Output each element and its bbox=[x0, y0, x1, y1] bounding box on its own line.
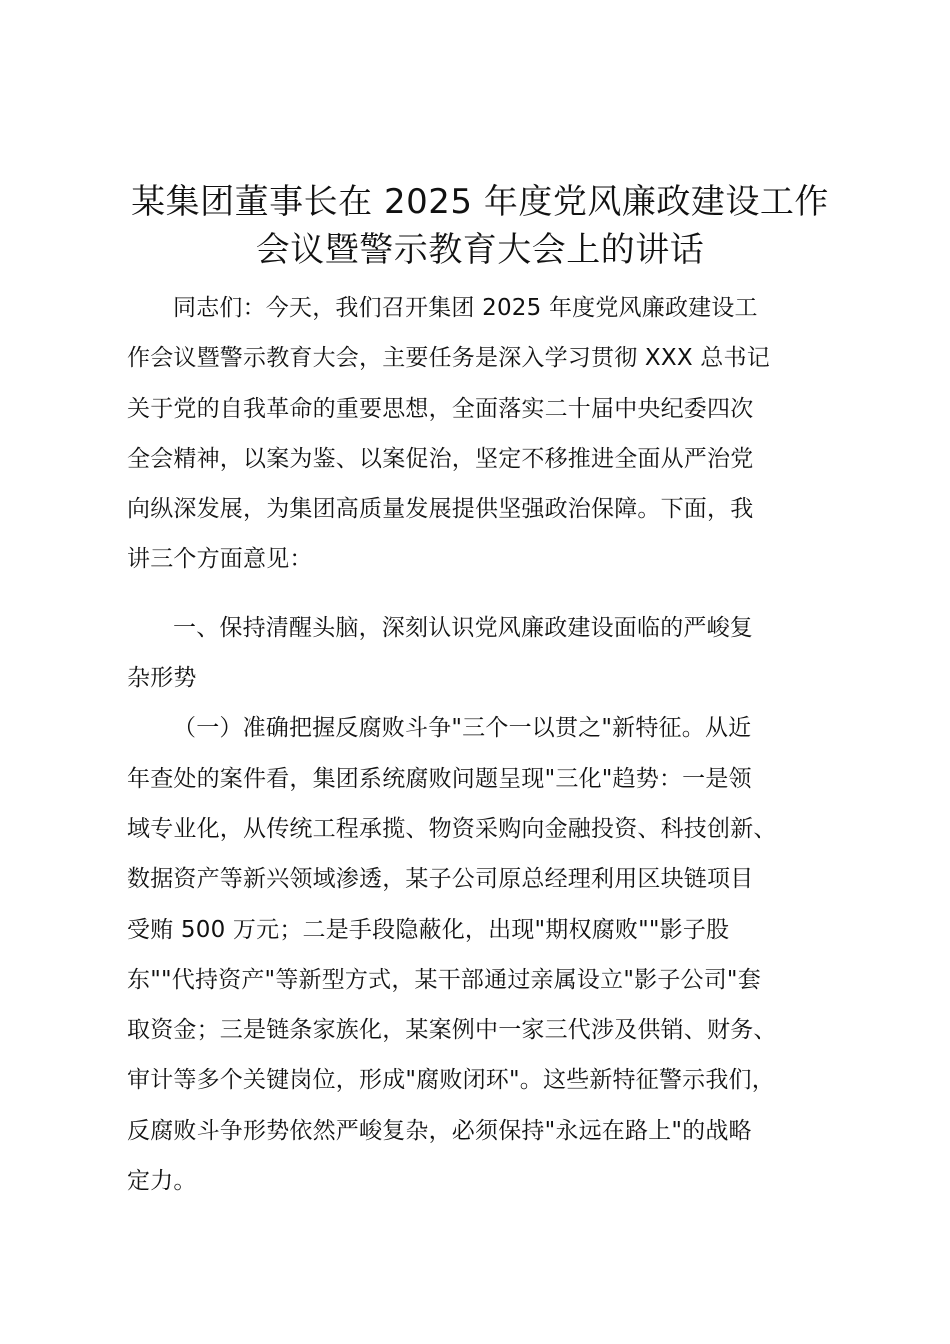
document-body bbox=[127, 283, 833, 1206]
subsection-paragraph-1 bbox=[127, 703, 833, 1206]
paragraph-line: 域专业化，从传统工程承揽、物资采购向金融投资、科技创新、 bbox=[127, 815, 777, 842]
paragraph-line: 作会议暨警示教育大会，主要任务是深入学习贯彻 XXX 总书记 bbox=[127, 345, 770, 372]
paragraph-line: 取资金；三是链条家族化，某案例中一家三代涉及供销、财务、 bbox=[127, 1017, 777, 1044]
paragraph-line: 同志们：今天，我们召开集团 2025 年度党风廉政建设工 bbox=[173, 295, 758, 321]
paragraph-spacer bbox=[127, 585, 833, 603]
paragraph-line: 讲三个方面意见： bbox=[127, 546, 313, 573]
paragraph-line: 数据资产等新兴领域渗透，某子公司原总经理利用区块链项目 bbox=[127, 866, 754, 893]
paragraph-line: 全会精神，以案为鉴、以案促治，坚定不移推进全面从严治党 bbox=[127, 445, 754, 472]
document-title bbox=[110, 178, 850, 274]
section-heading-1 bbox=[127, 603, 833, 704]
paragraph-line: 审计等多个关键岗位，形成"腐败闭环"。这些新特征警示我们， bbox=[127, 1067, 775, 1094]
intro-paragraph bbox=[127, 283, 833, 585]
paragraph-line: 反腐败斗争形势依然严峻复杂，必须保持"永远在路上"的战略 bbox=[127, 1117, 752, 1144]
paragraph-line: （一）准确把握反腐败斗争"三个一以贯之"新特征。从近 bbox=[173, 715, 752, 742]
title-line-1: 某集团董事长在 2025 年度党风廉政建设工作 bbox=[131, 182, 829, 222]
title-line-2: 会议暨警示教育大会上的讲话 bbox=[255, 230, 705, 270]
paragraph-line: 向纵深发展，为集团高质量发展提供坚强政治保障。下面，我 bbox=[127, 496, 754, 523]
paragraph-line: 年查处的案件看，集团系统腐败问题呈现"三化"趋势：一是领 bbox=[127, 765, 752, 792]
paragraph-line: 东""代持资产"等新型方式，某干部通过亲属设立"影子公司"套 bbox=[127, 966, 761, 993]
paragraph-line: 受贿 500 万元；二是手段隐蔽化，出现"期权腐败""影子股 bbox=[127, 916, 730, 943]
heading-line: 杂形势 bbox=[127, 665, 197, 692]
heading-line: 一、保持清醒头脑，深刻认识党风廉政建设面临的严峻复 bbox=[173, 614, 753, 641]
paragraph-line: 定力。 bbox=[127, 1168, 197, 1195]
paragraph-line: 关于党的自我革命的重要思想，全面落实二十届中央纪委四次 bbox=[127, 395, 754, 422]
